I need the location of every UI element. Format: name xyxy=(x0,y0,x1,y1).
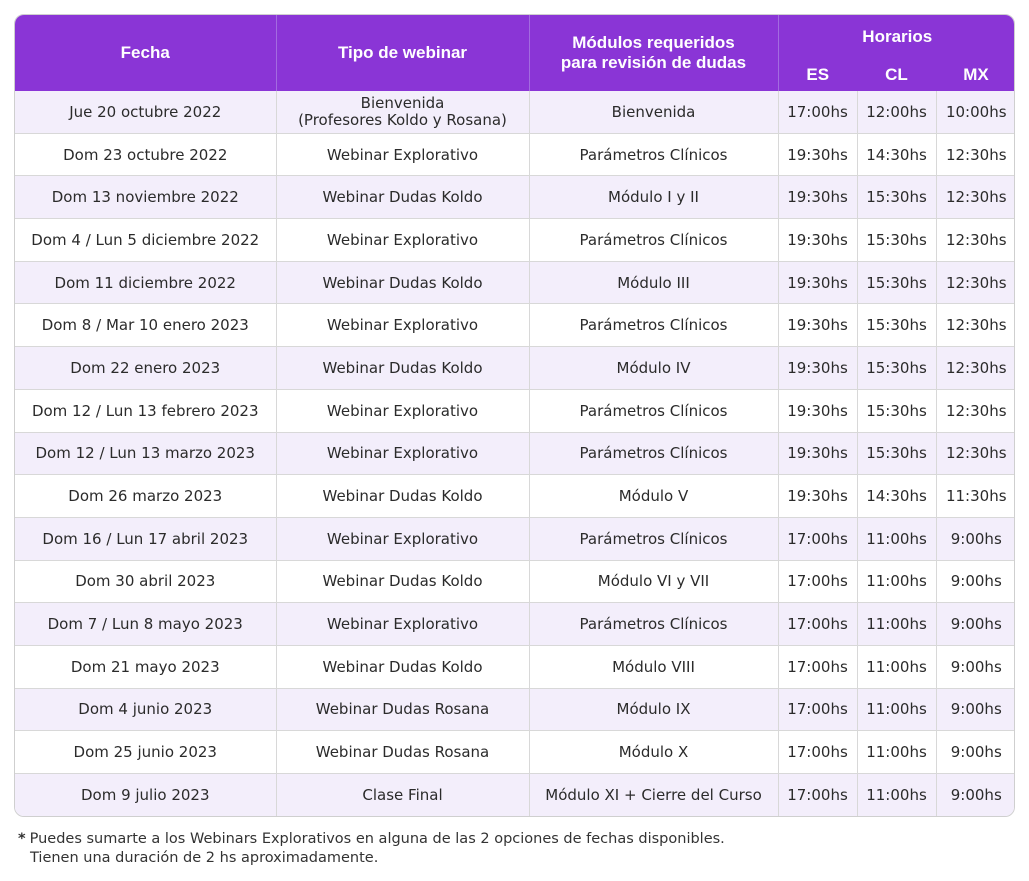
cell-cl: 11:00hs xyxy=(857,560,936,603)
table-row xyxy=(15,389,1015,432)
cell-tipo: Webinar Dudas Koldo xyxy=(276,347,529,390)
cell-es: 19:30hs xyxy=(778,133,857,176)
cell-mx: 12:30hs xyxy=(936,389,1015,432)
table-row xyxy=(15,560,1015,603)
cell-fecha: Dom 26 marzo 2023 xyxy=(15,475,276,518)
header-es: ES xyxy=(778,59,857,91)
cell-fecha: Dom 11 diciembre 2022 xyxy=(15,261,276,304)
cell-mx: 12:30hs xyxy=(936,261,1015,304)
cell-mx: 12:30hs xyxy=(936,304,1015,347)
webinar-schedule-table xyxy=(15,15,1015,816)
cell-es: 17:00hs xyxy=(778,560,857,603)
cell-modulos: Parámetros Clínicos xyxy=(529,304,778,347)
cell-es: 19:30hs xyxy=(778,347,857,390)
header-modulos xyxy=(529,15,778,91)
header-horarios: Horarios xyxy=(778,15,1015,59)
cell-tipo: Webinar Explorativo xyxy=(276,304,529,347)
table-row xyxy=(15,731,1015,774)
cell-cl: 12:00hs xyxy=(857,91,936,133)
cell-mx: 9:00hs xyxy=(936,603,1015,646)
header-tipo-webinar: Tipo de webinar xyxy=(276,15,529,91)
cell-fecha: Dom 22 enero 2023 xyxy=(15,347,276,390)
cell-mx: 12:30hs xyxy=(936,432,1015,475)
cell-mx: 12:30hs xyxy=(936,133,1015,176)
table-row xyxy=(15,219,1015,262)
cell-tipo: Webinar Dudas Rosana xyxy=(276,731,529,774)
cell-es: 17:00hs xyxy=(778,774,857,816)
cell-mx: 12:30hs xyxy=(936,347,1015,390)
cell-modulos: Módulo VIII xyxy=(529,645,778,688)
cell-modulos: Parámetros Clínicos xyxy=(529,603,778,646)
cell-es: 17:00hs xyxy=(778,731,857,774)
cell-tipo: Webinar Dudas Koldo xyxy=(276,475,529,518)
cell-modulos: Parámetros Clínicos xyxy=(529,432,778,475)
cell-cl: 11:00hs xyxy=(857,645,936,688)
cell-es: 19:30hs xyxy=(778,219,857,262)
cell-mx: 10:00hs xyxy=(936,91,1015,133)
cell-tipo: Clase Final xyxy=(276,774,529,816)
cell-modulos: Módulo XI + Cierre del Curso xyxy=(529,774,778,816)
table-row xyxy=(15,176,1015,219)
header-modulos-line1: Módulos requeridos xyxy=(572,33,735,53)
cell-cl: 14:30hs xyxy=(857,475,936,518)
cell-mx: 9:00hs xyxy=(936,688,1015,731)
cell-modulos: Bienvenida xyxy=(529,91,778,133)
footnote-marker: * xyxy=(18,831,26,847)
cell-cl: 15:30hs xyxy=(857,432,936,475)
cell-mx: 9:00hs xyxy=(936,560,1015,603)
cell-fecha: Dom 16 / Lun 17 abril 2023 xyxy=(15,517,276,560)
cell-tipo: Webinar Explorativo xyxy=(276,432,529,475)
table-header xyxy=(15,15,1015,91)
table-row xyxy=(15,645,1015,688)
header-mx: MX xyxy=(936,59,1015,91)
cell-fecha: Dom 21 mayo 2023 xyxy=(15,645,276,688)
cell-mx: 9:00hs xyxy=(936,731,1015,774)
cell-es: 19:30hs xyxy=(778,389,857,432)
cell-es: 17:00hs xyxy=(778,517,857,560)
cell-modulos: Parámetros Clínicos xyxy=(529,219,778,262)
cell-cl: 11:00hs xyxy=(857,731,936,774)
cell-es: 17:00hs xyxy=(778,688,857,731)
cell-es: 19:30hs xyxy=(778,176,857,219)
table-row xyxy=(15,517,1015,560)
cell-tipo: Webinar Explorativo xyxy=(276,517,529,560)
table-row xyxy=(15,347,1015,390)
table-row xyxy=(15,261,1015,304)
cell-fecha: Dom 7 / Lun 8 mayo 2023 xyxy=(15,603,276,646)
cell-modulos: Módulo V xyxy=(529,475,778,518)
cell-fecha: Dom 23 octubre 2022 xyxy=(15,133,276,176)
cell-fecha: Dom 13 noviembre 2022 xyxy=(15,176,276,219)
footnote-line1: Puedes sumarte a los Webinars Explorativos en alguna de las 2 opciones de fechas disponibles. xyxy=(29,831,725,847)
cell-modulos: Parámetros Clínicos xyxy=(529,133,778,176)
cell-tipo: Webinar Dudas Rosana xyxy=(276,688,529,731)
cell-tipo-line1: Bienvenida xyxy=(360,94,445,113)
cell-fecha: Dom 12 / Lun 13 febrero 2023 xyxy=(15,389,276,432)
header-cl: CL xyxy=(857,59,936,91)
cell-fecha: Dom 9 julio 2023 xyxy=(15,774,276,816)
cell-mx: 12:30hs xyxy=(936,176,1015,219)
cell-mx: 9:00hs xyxy=(936,645,1015,688)
table-row xyxy=(15,304,1015,347)
cell-fecha: Dom 4 / Lun 5 diciembre 2022 xyxy=(15,219,276,262)
cell-tipo: Webinar Explorativo xyxy=(276,133,529,176)
table-row xyxy=(15,475,1015,518)
cell-cl: 15:30hs xyxy=(857,347,936,390)
cell-tipo-line2: (Profesores Koldo y Rosana) xyxy=(298,110,507,129)
cell-modulos: Módulo III xyxy=(529,261,778,304)
cell-mx: 9:00hs xyxy=(936,517,1015,560)
cell-tipo: Webinar Explorativo xyxy=(276,389,529,432)
cell-fecha: Dom 4 junio 2023 xyxy=(15,688,276,731)
cell-tipo: Webinar Dudas Koldo xyxy=(276,645,529,688)
cell-es: 19:30hs xyxy=(778,475,857,518)
footnote xyxy=(18,830,725,868)
cell-cl: 15:30hs xyxy=(857,219,936,262)
cell-fecha: Dom 30 abril 2023 xyxy=(15,560,276,603)
cell-es: 17:00hs xyxy=(778,603,857,646)
cell-tipo: Webinar Dudas Koldo xyxy=(276,560,529,603)
cell-modulos: Parámetros Clínicos xyxy=(529,389,778,432)
cell-cl: 15:30hs xyxy=(857,389,936,432)
header-modulos-line2: para revisión de dudas xyxy=(560,53,747,72)
cell-tipo: Webinar Explorativo xyxy=(276,219,529,262)
cell-modulos: Módulo I y II xyxy=(529,176,778,219)
cell-modulos: Parámetros Clínicos xyxy=(529,517,778,560)
cell-es: 17:00hs xyxy=(778,645,857,688)
cell-es: 19:30hs xyxy=(778,304,857,347)
cell-tipo: Webinar Dudas Koldo xyxy=(276,176,529,219)
cell-tipo: Webinar Dudas Koldo xyxy=(276,261,529,304)
cell-es: 17:00hs xyxy=(778,91,857,133)
schedule-table-container xyxy=(14,14,1015,817)
cell-es: 19:30hs xyxy=(778,432,857,475)
cell-modulos: Módulo VI y VII xyxy=(529,560,778,603)
table-row xyxy=(15,432,1015,475)
cell-cl: 11:00hs xyxy=(857,774,936,816)
cell-cl: 11:00hs xyxy=(857,603,936,646)
cell-mx: 11:30hs xyxy=(936,475,1015,518)
cell-es: 19:30hs xyxy=(778,261,857,304)
cell-modulos: Módulo IV xyxy=(529,347,778,390)
cell-fecha: Dom 8 / Mar 10 enero 2023 xyxy=(15,304,276,347)
cell-mx: 12:30hs xyxy=(936,219,1015,262)
table-row xyxy=(15,133,1015,176)
cell-tipo xyxy=(276,91,529,133)
footnote-line2: Tienen una duración de 2 hs aproximadamente. xyxy=(30,850,379,866)
table-row xyxy=(15,603,1015,646)
cell-cl: 15:30hs xyxy=(857,304,936,347)
table-row xyxy=(15,91,1015,133)
cell-cl: 15:30hs xyxy=(857,176,936,219)
cell-tipo: Webinar Explorativo xyxy=(276,603,529,646)
header-fecha: Fecha xyxy=(15,15,276,91)
cell-fecha: Jue 20 octubre 2022 xyxy=(15,91,276,133)
cell-modulos: Módulo X xyxy=(529,731,778,774)
table-body xyxy=(15,91,1015,816)
table-row xyxy=(15,688,1015,731)
cell-modulos: Módulo IX xyxy=(529,688,778,731)
cell-cl: 14:30hs xyxy=(857,133,936,176)
table-row xyxy=(15,774,1015,816)
cell-cl: 15:30hs xyxy=(857,261,936,304)
cell-fecha: Dom 12 / Lun 13 marzo 2023 xyxy=(15,432,276,475)
cell-cl: 11:00hs xyxy=(857,688,936,731)
cell-cl: 11:00hs xyxy=(857,517,936,560)
cell-fecha: Dom 25 junio 2023 xyxy=(15,731,276,774)
cell-mx: 9:00hs xyxy=(936,774,1015,816)
